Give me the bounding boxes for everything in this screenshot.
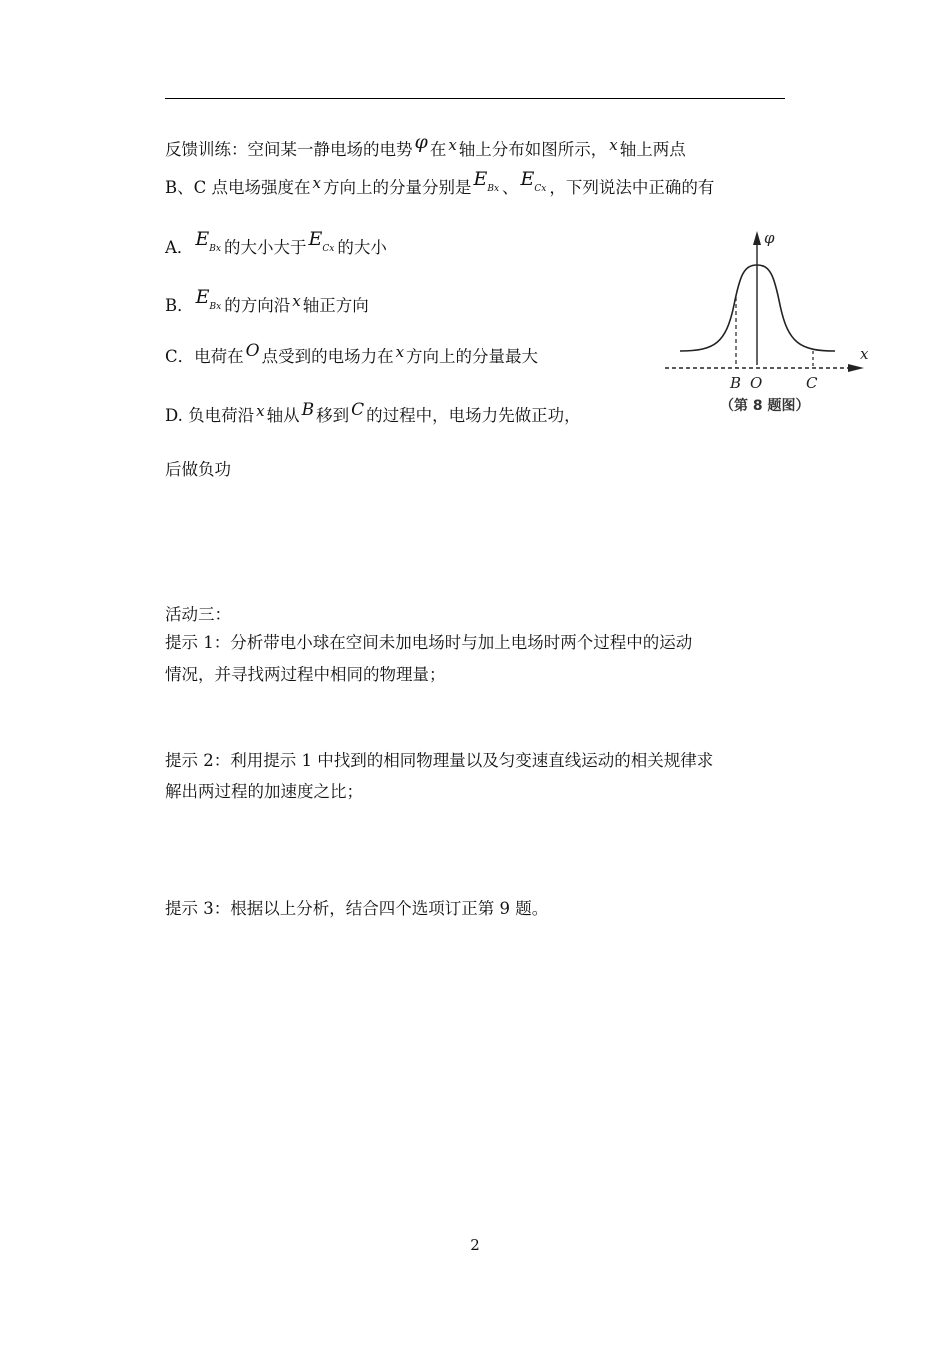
label-O: O xyxy=(750,374,763,392)
label-C: C xyxy=(806,374,818,392)
option-d: D. 负电荷沿 x 轴从 B 移到 C 的过程中，电场力先做正功， xyxy=(165,400,581,425)
E-symbol: E xyxy=(195,228,210,250)
question-line-1: 反馈训练：空间某一静电场的电势 φ 在 x 轴上分布如图所示， x 轴上两点 xyxy=(165,131,686,159)
subscript-Cx: Cx xyxy=(322,244,335,254)
figure-caption: （第 8 题图） xyxy=(720,398,810,414)
option-d-continued: 后做负功 xyxy=(165,460,231,479)
hint-1-line-2: 情况，并寻找两过程中相同的物理量； xyxy=(165,665,446,684)
hint-1-line-1: 提示 1：分析带电小球在空间未加电场时与加上电场时两个过程中的运动 xyxy=(165,633,693,652)
potential-graph xyxy=(660,225,875,430)
label-B: B xyxy=(730,374,742,392)
option-a: A． EBx 的大小大于 ECx 的大小 xyxy=(165,228,387,257)
x-symbol: x xyxy=(312,174,321,192)
point-B: B xyxy=(301,400,315,420)
page-number: 2 xyxy=(470,1236,480,1254)
hint-2-line-1: 提示 2：利用提示 1 中找到的相同物理量以及匀变速直线运动的相关规律求 xyxy=(165,751,714,770)
x-axis-arrow-icon xyxy=(848,364,864,372)
x-axis-label: x xyxy=(860,345,869,363)
subscript-Cx: Cx xyxy=(534,184,547,194)
E-symbol: E xyxy=(308,228,323,250)
question-line-2: B、C 点电场强度在 x 方向上的分量分别是 EBx 、 ECx ，下列说法中正确的有 xyxy=(165,168,715,197)
subscript-Bx: Bx xyxy=(209,302,222,312)
point-C: C xyxy=(351,400,365,420)
header-rule xyxy=(165,98,785,99)
x-symbol: x xyxy=(256,402,265,420)
E-symbol: E xyxy=(195,286,210,308)
option-c: C．电荷在 O 点受到的电场力在 x 方向上的分量最大 xyxy=(165,341,539,366)
subscript-Bx: Bx xyxy=(209,244,221,254)
E-symbol: E xyxy=(520,168,535,190)
hint-2-line-2: 解出两过程的加速度之比； xyxy=(165,782,363,801)
y-axis-arrow-icon xyxy=(753,231,761,245)
activity-title: 活动三： xyxy=(165,605,231,624)
subscript-Bx: Bx xyxy=(487,184,500,194)
x-symbol: x xyxy=(609,136,618,154)
hint-3: 提示 3：根据以上分析，结合四个选项订正第 9 题。 xyxy=(165,899,549,918)
E-symbol: E xyxy=(473,168,488,190)
x-symbol: x xyxy=(292,292,301,310)
x-symbol: x xyxy=(395,343,405,361)
x-symbol: x xyxy=(448,136,457,154)
point-O: O xyxy=(245,341,260,361)
option-b: B． EBx 的方向沿 x 轴正方向 xyxy=(165,286,369,315)
y-axis-label: φ xyxy=(764,229,775,247)
phi-symbol: φ xyxy=(414,131,428,153)
